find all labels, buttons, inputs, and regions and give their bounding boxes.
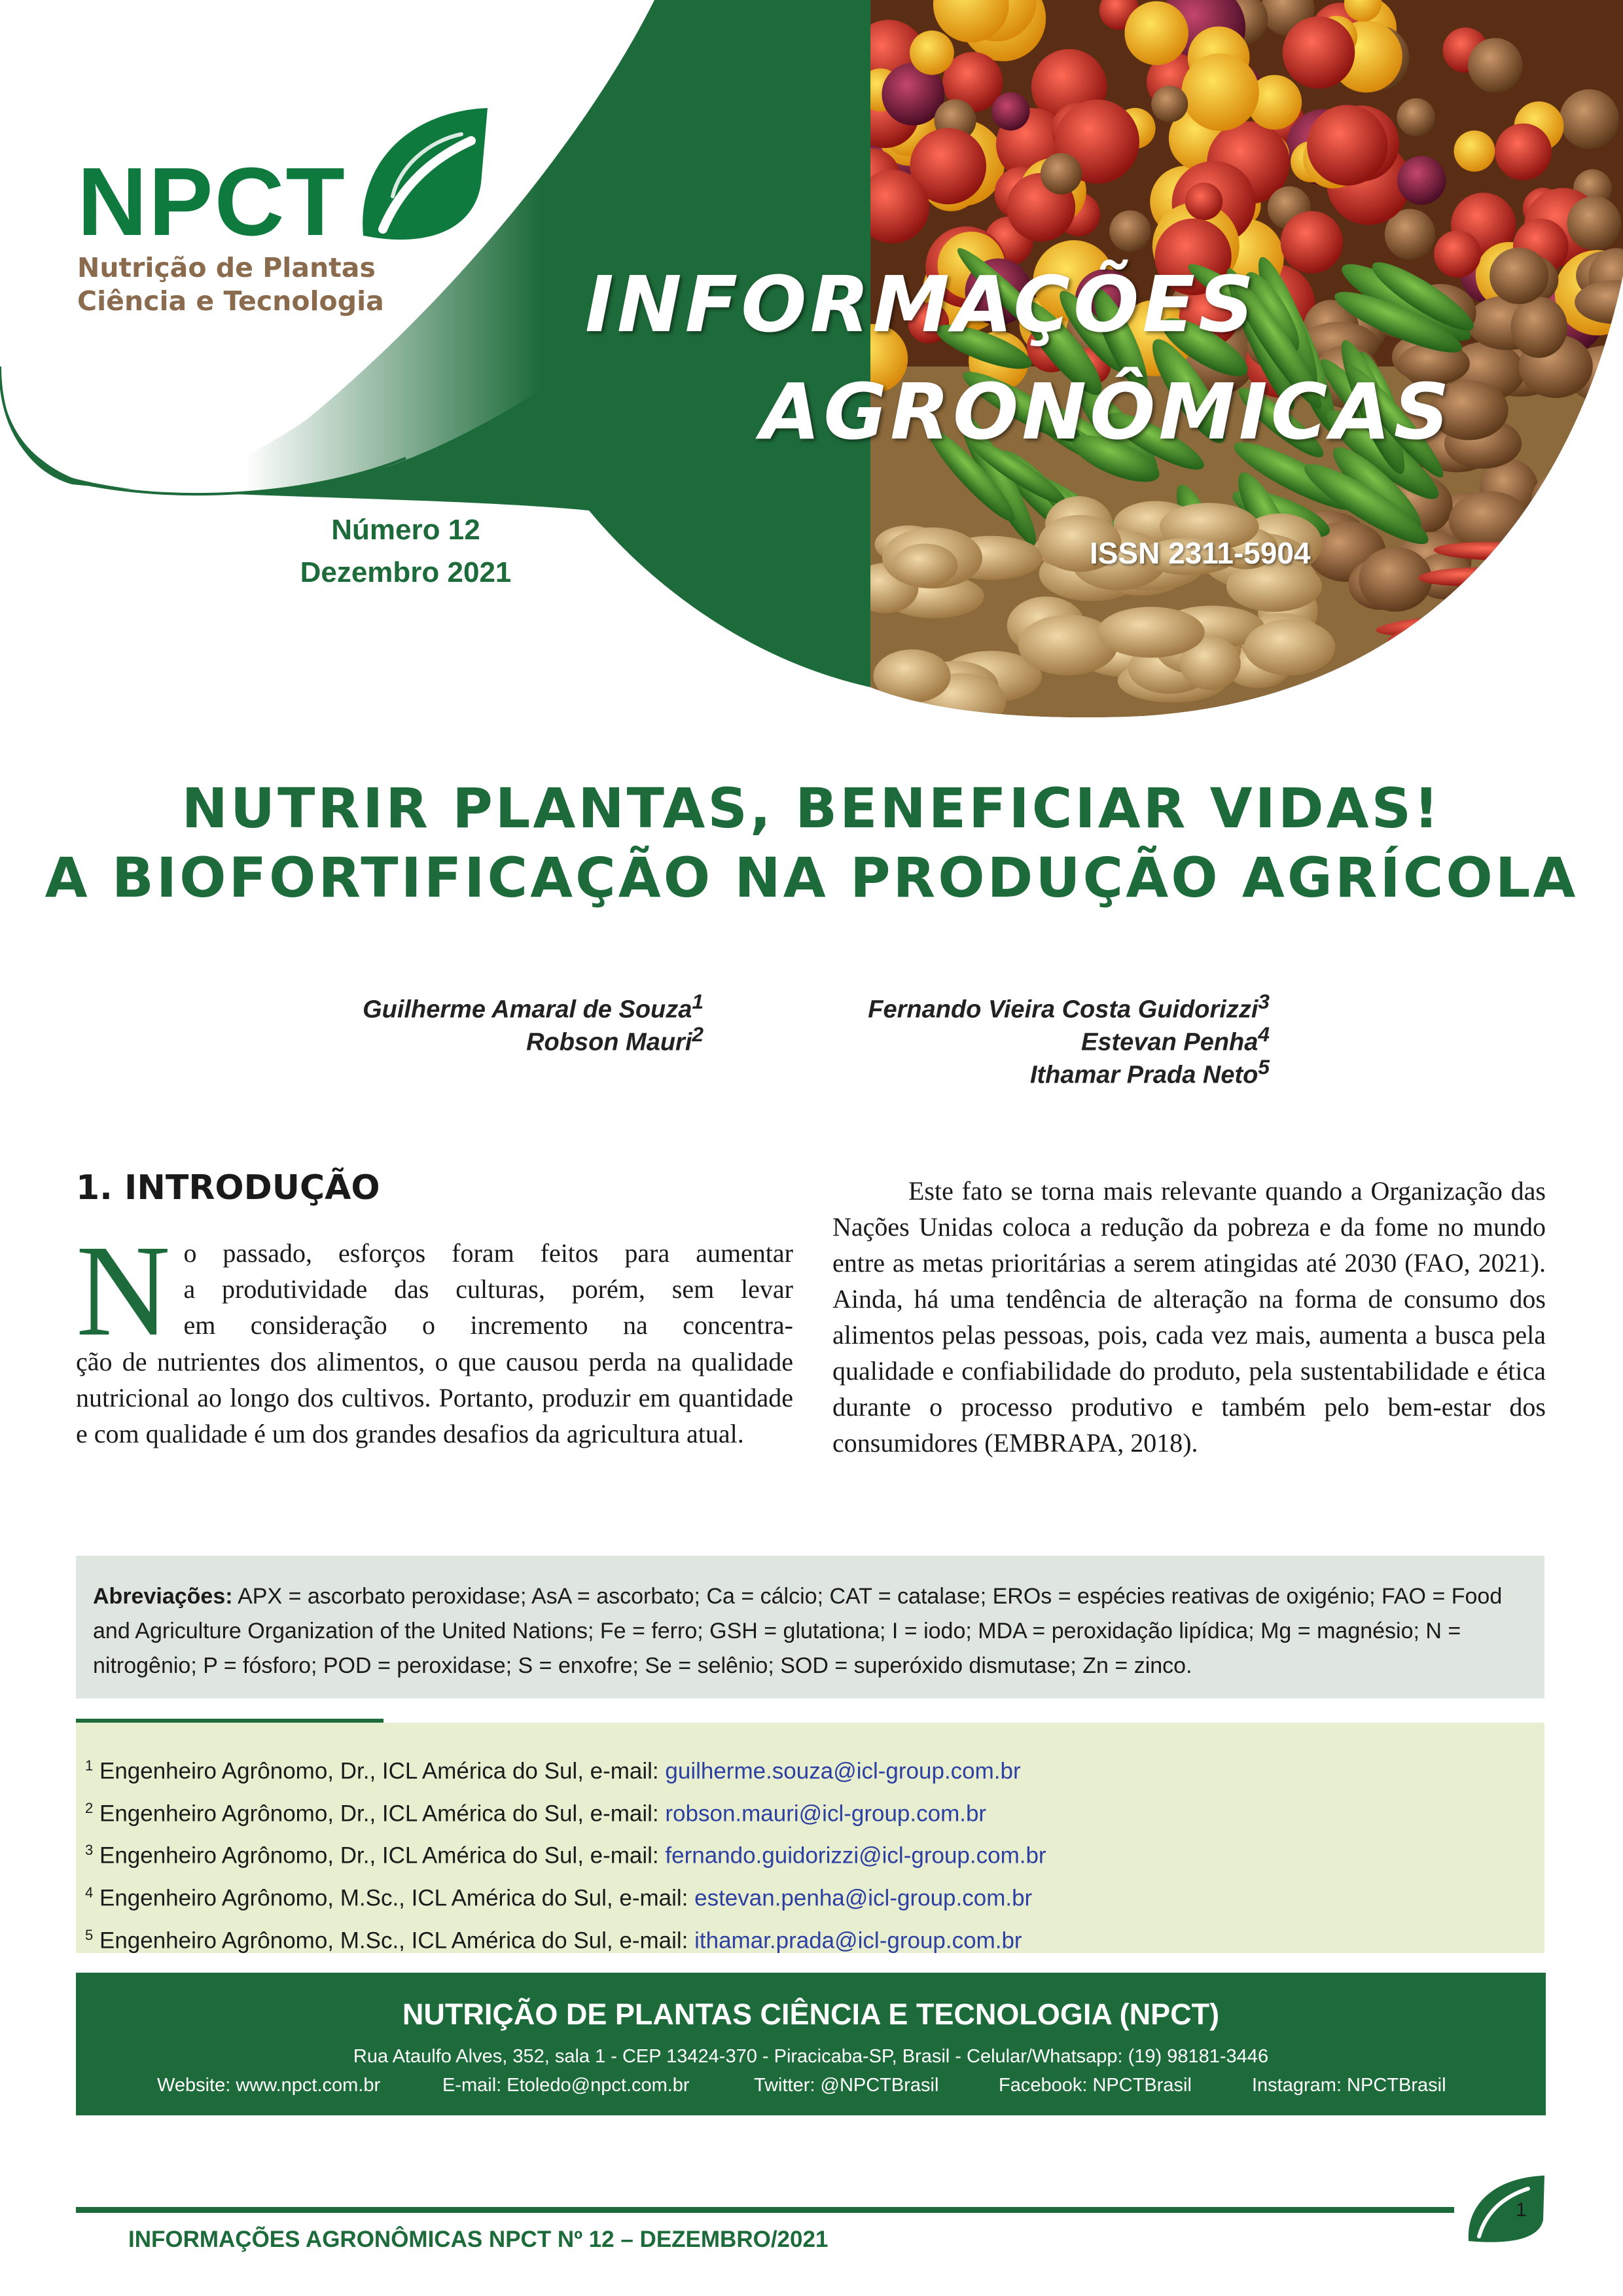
magazine-title-line2: AGRONÔMICAS	[760, 367, 1453, 457]
author-4: Estevan Penha$^4$	[1081, 1022, 1270, 1056]
issue-date: Dezembro 2021	[300, 556, 512, 588]
author-3: Fernando Vieira Costa Guidorizzi$^3$	[868, 990, 1270, 1024]
abbreviations-label: Abreviações:	[93, 1584, 233, 1609]
abbreviations-box	[76, 1556, 1544, 1698]
author-5: Ithamar Prada Neto$^5$	[1029, 1055, 1270, 1089]
footnote-4: $^4$ Engenheiro Agrônomo, M.Sc., ICL América do Sul, e-mail: estevan.penha@icl-group.com.br	[85, 1884, 1033, 1911]
intro-col1-rest: ção de nutrientes dos alimentos, o que causou perda na qualidade nutricional ao longo dos cultivos. Portanto, produzir em quantidade e com qualidade é um dos grandes desafios da agricultura atual.	[76, 1347, 793, 1448]
footnote-2: $^2$ Engenheiro Agrônomo, Dr., ICL América do Sul, e-mail: robson.mauri@icl-group.com.br	[85, 1799, 987, 1827]
footnote-1: $^1$ Engenheiro Agrônomo, Dr., ICL América do Sul, e-mail: guilherme.souza@icl-group.com.br	[85, 1757, 1021, 1784]
article-title-line1: NUTRIR PLANTAS, BENEFICIAR VIDAS!	[181, 776, 1442, 840]
drop-cap: N	[76, 1219, 171, 1363]
footnote-4-email[interactable]: estevan.penha@icl-group.com.br	[694, 1885, 1033, 1911]
footer-facebook[interactable]: Facebook: NPCTBrasil	[999, 2075, 1192, 2096]
intro-col1-line3: em consideração o incremento na concentra-	[183, 1310, 793, 1340]
page-leaf-icon	[1466, 2174, 1546, 2242]
footer-website[interactable]: Website: www.npct.com.br	[157, 2075, 381, 2096]
footnote-3-email[interactable]: fernando.guidorizzi@icl-group.com.br	[665, 1842, 1046, 1869]
article-title-line2: A BIOFORTIFICAÇÃO NA PRODUÇÃO AGRÍCOLA	[45, 846, 1578, 910]
vegetables-market-photo	[838, 0, 1623, 720]
issue-number: Número 12	[331, 514, 480, 546]
author-1: Guilherme Amaral de Souza$^1$	[363, 990, 704, 1024]
issn: ISSN 2311-5904	[1090, 536, 1311, 570]
brand-tagline-line2: Ciência e Tecnologia	[77, 285, 384, 317]
footnote-5-email[interactable]: ithamar.prada@icl-group.com.br	[694, 1928, 1022, 1954]
organization-footer	[76, 1973, 1546, 2115]
footnote-5: $^5$ Engenheiro Agrônomo, M.Sc., ICL América do Sul, e-mail: ithamar.prada@icl-group.com.br	[85, 1926, 1022, 1954]
section-heading: 1. INTRODUÇÃO	[76, 1168, 380, 1208]
intro-column-2: Este fato se torna mais relevante quando a Organização das Nações Unidas coloca a redução da pobreza e da fome no mundo entre as metas prioritárias a serem atingidas até 2030 (FAO, 2021). Ainda, há uma tendência de alteração na forma de consumo dos alimentos pelas pessoas, pois, cada vez mais, aumenta a busca pela qualidade e confiabilidade do produto, pela sustentabilidade e ética durante o processo produtivo e também pelo bem-estar dos consumidores (EMBRAPA, 2018).	[832, 1176, 1546, 1458]
footer-twitter[interactable]: Twitter: @NPCTBrasil	[754, 2075, 939, 2096]
footer-address: Rua Ataulfo Alves, 352, sala 1 - CEP 13424-370 - Piracicaba-SP, Brasil - Celular/Whatsapp: (19) 98181-3446	[353, 2046, 1269, 2067]
header-graphic	[0, 0, 1623, 720]
abbreviations-text: APX = ascorbato peroxidase; AsA = ascorbato; Ca = cálcio; CAT = catalase; EROs = espécies reativas de oxigénio; FAO = Food and Agriculture Organization of the United Nations; Fe = ferro; GSH = glutationa; I = iodo; MDA = peroxidação lipídica; Mg = magnésio; N = nitrogênio; P = fósforo; POD = peroxidase; S = enxofre; Se = selênio; SOD = superóxido dismutase; Zn = zinco.	[93, 1584, 1503, 1678]
intro-column-1	[0, 1219, 793, 1452]
brand-logo-text: NPCT	[77, 148, 346, 256]
magazine-title-line1: INFORMAÇÕES	[585, 259, 1258, 350]
footer-email[interactable]: E-mail: Etoledo@npct.com.br	[442, 2075, 690, 2096]
footer-instagram[interactable]: Instagram: NPCTBrasil	[1252, 2075, 1446, 2096]
footnote-3: $^3$ Engenheiro Agrônomo, Dr., ICL América do Sul, e-mail: fernando.guidorizzi@icl-group.com.br	[85, 1842, 1046, 1869]
page-number: 1	[1516, 2199, 1527, 2221]
page-footer-rule	[76, 2207, 1454, 2213]
footnote-2-email[interactable]: robson.mauri@icl-group.com.br	[665, 1801, 987, 1827]
intro-col1-line2: a produtividade das culturas, porém, sem levar	[183, 1274, 793, 1304]
brand-tagline-line1: Nutrição de Plantas	[77, 252, 376, 283]
footnotes-box	[76, 1723, 1544, 1953]
intro-col1-line1: o passado, esforços foram feitos para aumentar	[183, 1238, 793, 1268]
footer-title: NUTRIÇÃO DE PLANTAS CIÊNCIA E TECNOLOGIA (NPCT)	[402, 1998, 1220, 2031]
author-2: Robson Mauri$^2$	[526, 1022, 704, 1056]
footnote-1-email[interactable]: guilherme.souza@icl-group.com.br	[665, 1758, 1021, 1784]
running-footer-title: INFORMAÇÕES AGRONÔMICAS NPCT Nº 12 – DEZEMBRO/2021	[128, 2227, 829, 2252]
